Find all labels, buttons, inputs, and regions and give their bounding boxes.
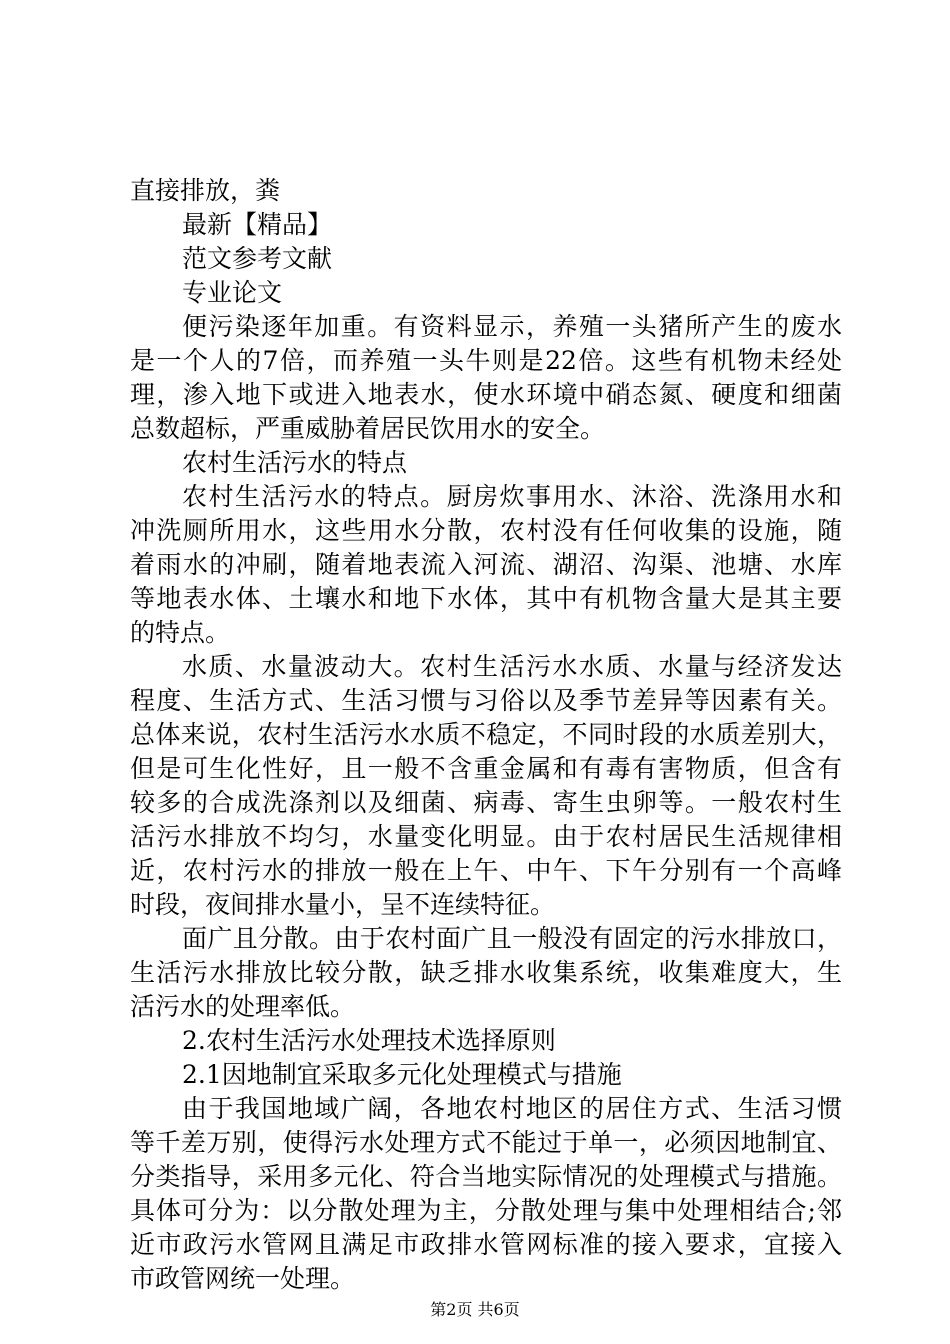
text-line: 时段，夜间排水量小，呈不连续特征。	[130, 890, 556, 919]
text-line: 最新【精品】	[182, 210, 333, 239]
text-line: 等地表水体、土壤水和地下水体，其中有机物含量大是其主要	[130, 584, 842, 613]
text-line: 农村生活污水的特点。厨房炊事用水、沐浴、洗涤用水和	[182, 482, 842, 511]
text-line: 2.1因地制宜采取多元化处理模式与措施	[182, 1060, 622, 1089]
document-body	[130, 174, 842, 1296]
page-footer: 第2页 共6页	[430, 1300, 520, 1319]
text-line: 等千差万别，使得污水处理方式不能过于单一，必须因地制宜、	[130, 1128, 842, 1157]
text-line: 具体可分为：以分散处理为主，分散处理与集中处理相结合;邻	[130, 1196, 842, 1225]
text-line: 由于我国地域广阔，各地农村地区的居住方式、生活习惯	[182, 1094, 842, 1123]
text-line: 活污水的处理率低。	[130, 992, 356, 1021]
text-line: 活污水排放不均匀，水量变化明显。由于农村居民生活规律相	[130, 822, 842, 851]
text-line: 程度、生活方式、生活习惯与习俗以及季节差异等因素有关。	[130, 686, 842, 715]
text-line: 近市政污水管网且满足市政排水管网标准的接入要求，宜接入	[130, 1230, 842, 1259]
text-line: 总体来说，农村生活污水水质不稳定，不同时段的水质差别大，	[130, 720, 842, 749]
text-line: 市政管网统一处理。	[130, 1264, 356, 1293]
text-line: 总数超标，严重威胁着居民饮用水的安全。	[130, 414, 606, 443]
text-line: 分类指导，采用多元化、符合当地实际情况的处理模式与措施。	[130, 1162, 842, 1191]
text-line: 2.农村生活污水处理技术选择原则	[182, 1026, 556, 1055]
text-line: 理，渗入地下或进入地表水，使水环境中硝态氮、硬度和细菌	[130, 380, 842, 409]
text-line: 水质、水量波动大。农村生活污水水质、水量与经济发达	[182, 652, 842, 681]
text-line: 生活污水排放比较分散，缺乏排水收集系统，收集难度大，生	[130, 958, 842, 987]
text-line: 但是可生化性好，且一般不含重金属和有毒有害物质，但含有	[130, 754, 842, 783]
text-line: 的特点。	[130, 618, 231, 647]
text-line: 农村生活污水的特点	[182, 448, 408, 477]
text-line: 是一个人的7倍，而养殖一头牛则是22倍。这些有机物未经处	[130, 346, 842, 375]
text-line: 较多的合成洗涤剂以及细菌、病毒、寄生虫卵等。一般农村生	[130, 788, 842, 817]
text-line: 直接排放，粪	[130, 176, 281, 205]
text-line: 便污染逐年加重。有资料显示，养殖一头猪所产生的废水	[182, 312, 842, 341]
text-line: 近，农村污水的排放一般在上午、中午、下午分别有一个高峰	[130, 856, 842, 885]
text-line: 范文参考文献	[182, 244, 333, 273]
text-line: 冲洗厕所用水，这些用水分散，农村没有任何收集的设施，随	[130, 516, 842, 545]
text-line: 着雨水的冲刷，随着地表流入河流、湖沼、沟渠、池塘、水库	[130, 550, 842, 579]
text-line: 专业论文	[182, 278, 283, 307]
text-line: 面广且分散。由于农村面广且一般没有固定的污水排放口，	[182, 924, 842, 953]
